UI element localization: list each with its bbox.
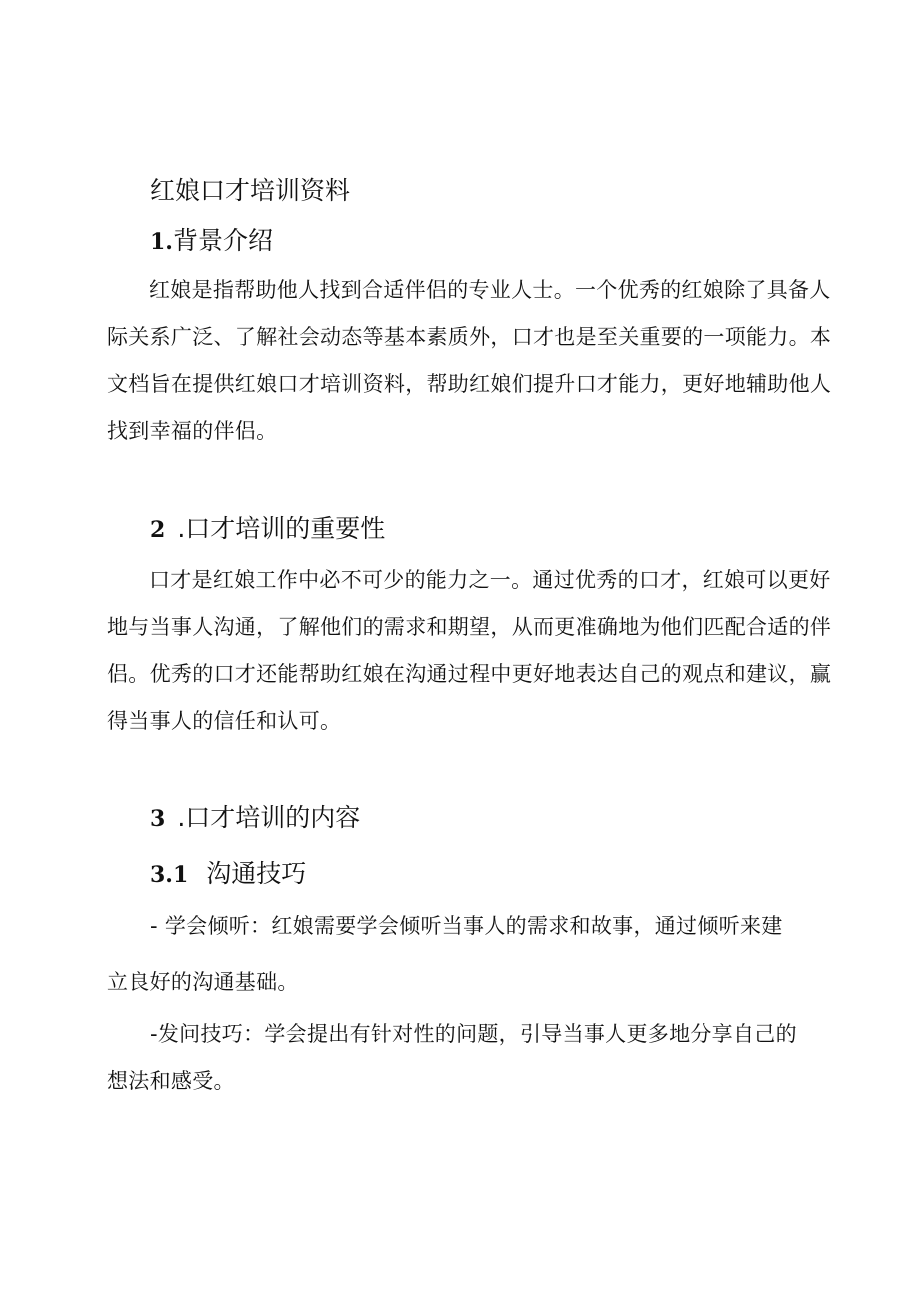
section-1-paragraph: 红娘是指帮助他人找到合适伴侣的专业人士。一个优秀的红娘除了具备人际关系广泛、了解社会动态等基本素质外，口才也是至关重要的一项能力。本文档旨在提供红娘口才培训资料，帮助红娘们提升口才能力，更好地辅助他人找到幸福的伴侣。	[107, 278, 832, 443]
section-2-number: 2	[150, 517, 166, 543]
subsection-3-1-heading	[150, 861, 306, 886]
subsection-3-1-number: 3.1	[150, 862, 189, 888]
section-1-title: 背景介绍	[172, 226, 273, 255]
section-1-number: 1.	[150, 229, 173, 255]
section-3-number: 3	[150, 806, 166, 832]
bullet-2-line-1: -发问技巧：学会提出有针对性的问题，引导当事人更多地分享自己的	[150, 1022, 797, 1046]
section-3-heading	[150, 805, 360, 830]
bullet-1-line-1: - 学会倾听：红娘需要学会倾听当事人的需求和故事，通过倾听来建	[150, 914, 783, 938]
section-2-heading	[150, 516, 385, 541]
document-title: 红娘口才培训资料	[150, 176, 351, 205]
section-1-heading	[150, 228, 273, 253]
bullet-1-line-2: 立良好的沟通基础。	[107, 970, 299, 994]
section-2-paragraph: 口才是红娘工作中必不可少的能力之一。通过优秀的口才，红娘可以更好地与当事人沟通，了解他们的需求和期望，从而更准确地为他们匹配合适的伴侣。优秀的口才还能帮助红娘在沟通过程中更好地表达自己的观点和建议，赢得当事人的信任和认可。	[107, 568, 832, 733]
bullet-2-line-2: 想法和感受。	[107, 1069, 235, 1093]
subsection-3-1-title: 沟通技巧	[206, 859, 307, 888]
section-3-title: .口才培训的内容	[177, 803, 361, 832]
section-2-title: .口才培训的重要性	[177, 514, 386, 543]
